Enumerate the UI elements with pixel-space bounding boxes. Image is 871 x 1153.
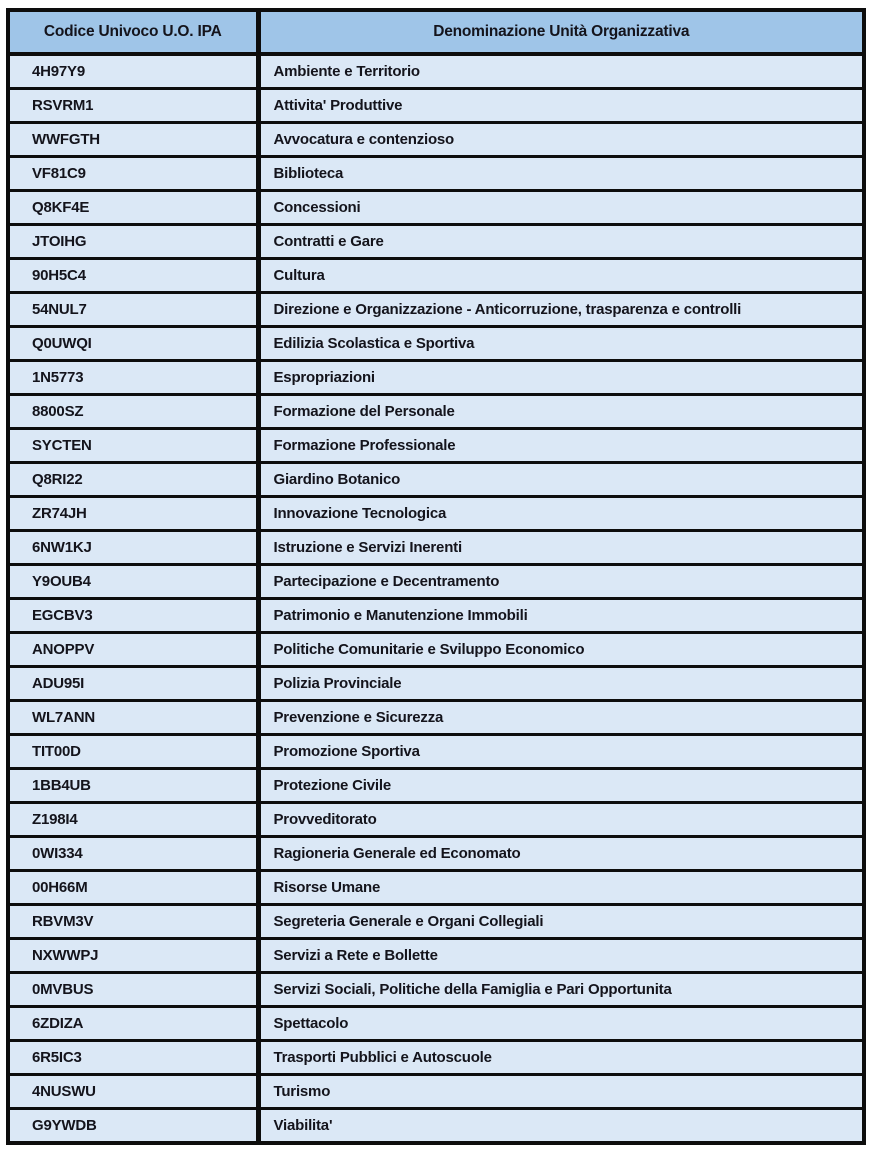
denomination-cell: Biblioteca (258, 157, 864, 191)
denomination-cell: Spettacolo (258, 1007, 864, 1041)
code-cell: 6ZDIZA (8, 1007, 258, 1041)
code-cell: 4NUSWU (8, 1075, 258, 1109)
code-cell: WL7ANN (8, 701, 258, 735)
table-body (8, 54, 864, 1143)
code-cell: RBVM3V (8, 905, 258, 939)
code-cell: SYCTEN (8, 429, 258, 463)
denomination-cell: Avvocatura e contenzioso (258, 123, 864, 157)
table-row (8, 123, 864, 157)
table-row (8, 803, 864, 837)
denomination-cell: Direzione e Organizzazione - Anticorruzione, trasparenza e controlli (258, 293, 864, 327)
denomination-cell: Promozione Sportiva (258, 735, 864, 769)
code-cell: 4H97Y9 (8, 54, 258, 89)
table-row (8, 191, 864, 225)
table-row (8, 599, 864, 633)
table-row (8, 497, 864, 531)
denomination-cell: Trasporti Pubblici e Autoscuole (258, 1041, 864, 1075)
code-cell: ADU95I (8, 667, 258, 701)
table-row (8, 54, 864, 89)
header-codice-univoco: Codice Univoco U.O. IPA (8, 10, 258, 54)
code-cell: WWFGTH (8, 123, 258, 157)
denomination-cell: Istruzione e Servizi Inerenti (258, 531, 864, 565)
denomination-cell: Risorse Umane (258, 871, 864, 905)
table-row (8, 429, 864, 463)
denomination-cell: Turismo (258, 1075, 864, 1109)
code-cell: 6R5IC3 (8, 1041, 258, 1075)
code-cell: 6NW1KJ (8, 531, 258, 565)
denomination-cell: Espropriazioni (258, 361, 864, 395)
code-cell: 8800SZ (8, 395, 258, 429)
denomination-cell: Ragioneria Generale ed Economato (258, 837, 864, 871)
code-cell: VF81C9 (8, 157, 258, 191)
table-header (8, 10, 864, 54)
table-row (8, 667, 864, 701)
denomination-cell: Viabilita' (258, 1109, 864, 1144)
table-row (8, 633, 864, 667)
table-row (8, 1075, 864, 1109)
denomination-cell: Edilizia Scolastica e Sportiva (258, 327, 864, 361)
code-cell: Y9OUB4 (8, 565, 258, 599)
table-row (8, 565, 864, 599)
code-cell: Q8KF4E (8, 191, 258, 225)
denomination-cell: Giardino Botanico (258, 463, 864, 497)
table-row (8, 259, 864, 293)
code-cell: 1BB4UB (8, 769, 258, 803)
table-row (8, 905, 864, 939)
table-row (8, 701, 864, 735)
table-row (8, 1109, 864, 1144)
denomination-cell: Attivita' Produttive (258, 89, 864, 123)
code-cell: Q8RI22 (8, 463, 258, 497)
table-row (8, 769, 864, 803)
denomination-cell: Contratti e Gare (258, 225, 864, 259)
denomination-cell: Ambiente e Territorio (258, 54, 864, 89)
denomination-cell: Patrimonio e Manutenzione Immobili (258, 599, 864, 633)
ipa-codes-table (6, 8, 866, 1145)
code-cell: 0MVBUS (8, 973, 258, 1007)
table-row (8, 939, 864, 973)
denomination-cell: Polizia Provinciale (258, 667, 864, 701)
denomination-cell: Partecipazione e Decentramento (258, 565, 864, 599)
denomination-cell: Provveditorato (258, 803, 864, 837)
table-row (8, 327, 864, 361)
code-cell: RSVRM1 (8, 89, 258, 123)
table-row (8, 463, 864, 497)
code-cell: TIT00D (8, 735, 258, 769)
denomination-cell: Servizi Sociali, Politiche della Famiglia e Pari Opportunita (258, 973, 864, 1007)
table-row (8, 225, 864, 259)
table-row (8, 735, 864, 769)
code-cell: ANOPPV (8, 633, 258, 667)
denomination-cell: Cultura (258, 259, 864, 293)
code-cell: Q0UWQI (8, 327, 258, 361)
table-row (8, 837, 864, 871)
code-cell: JTOIHG (8, 225, 258, 259)
table-row (8, 293, 864, 327)
table-row (8, 531, 864, 565)
code-cell: 0WI334 (8, 837, 258, 871)
denomination-cell: Innovazione Tecnologica (258, 497, 864, 531)
table-row (8, 157, 864, 191)
code-cell: 1N5773 (8, 361, 258, 395)
table-row (8, 1007, 864, 1041)
denomination-cell: Formazione Professionale (258, 429, 864, 463)
table-row (8, 395, 864, 429)
denomination-cell: Prevenzione e Sicurezza (258, 701, 864, 735)
denomination-cell: Servizi a Rete e Bollette (258, 939, 864, 973)
table-row (8, 871, 864, 905)
code-cell: Z198I4 (8, 803, 258, 837)
header-denominazione: Denominazione Unità Organizzativa (258, 10, 864, 54)
code-cell: 54NUL7 (8, 293, 258, 327)
table-row (8, 1041, 864, 1075)
denomination-cell: Protezione Civile (258, 769, 864, 803)
denomination-cell: Segreteria Generale e Organi Collegiali (258, 905, 864, 939)
code-cell: 90H5C4 (8, 259, 258, 293)
denomination-cell: Politiche Comunitarie e Sviluppo Economico (258, 633, 864, 667)
table-row (8, 361, 864, 395)
denomination-cell: Formazione del Personale (258, 395, 864, 429)
code-cell: NXWWPJ (8, 939, 258, 973)
header-row (8, 10, 864, 54)
table-row (8, 89, 864, 123)
code-cell: EGCBV3 (8, 599, 258, 633)
table-row (8, 973, 864, 1007)
code-cell: 00H66M (8, 871, 258, 905)
code-cell: ZR74JH (8, 497, 258, 531)
code-cell: G9YWDB (8, 1109, 258, 1144)
denomination-cell: Concessioni (258, 191, 864, 225)
